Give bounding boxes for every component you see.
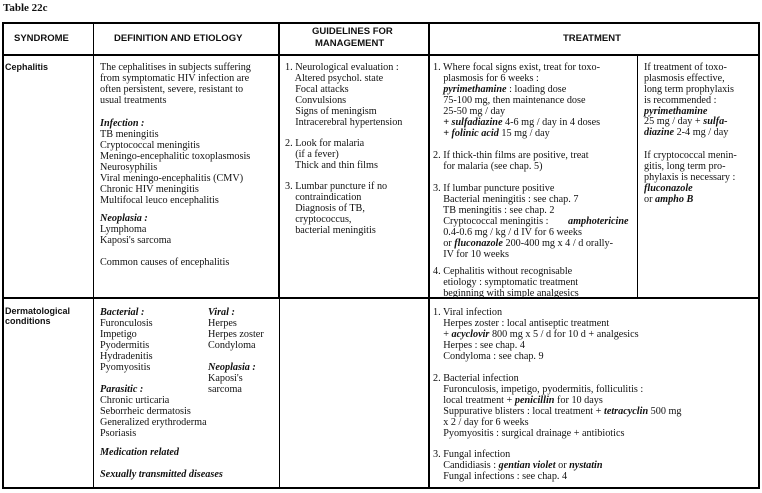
derm-bacterial-list: Furonculosis Impetigo Pyodermitis Hydradenitis Pyomyositis <box>100 318 153 373</box>
drug-acyclovir: acyclovir <box>451 329 490 340</box>
header-guidelines-line2: MANAGEMENT <box>315 38 385 49</box>
derm-treatment-2-tetracyclin-line: Suppurative blisters : local treatment + tetracyclin 500 mg <box>433 406 682 417</box>
cephalitis-treatment-2: 2. If thick-thin films are positive, treat for malaria (see chap. 5) <box>433 150 589 172</box>
cephalitis-treatment-3-head: 3. If lumbar puncture positive Bacterial meningitis : see chap. 7 TB meningitis : see chap. 2 Cryptococcal meningitis : <box>433 183 579 227</box>
drug-nystatin: nystatin <box>569 460 603 471</box>
derm-treatment-1-tail: Herpes : see chap. 4 Condyloma : see chap. 9 <box>443 340 544 362</box>
drug-pyrimethamine-prophylaxis: pyrimethamine <box>644 106 708 117</box>
table-border-left <box>2 22 4 489</box>
drug-tetracyclin: tetracyclin <box>603 406 649 417</box>
cephalitis-infection-list: TB meningitis Cryptococcal meningitis Meningo-encephalitic toxoplasmosis Neurosyphilis Viral meningo-encephalitis (CMV) Chronic HIV meningitis Multifocal leuco encephalitis <box>100 129 251 206</box>
cephalitis-treatment-3-body: 0.4-0.6 mg / kg / d IV for 6 weeks <box>433 227 582 238</box>
cephalitis-treatment-1-head: 1. Where focal signs exist, treat for toxo- plasmosis for 6 weeks : <box>433 62 601 84</box>
cephalitis-neoplasia-list: Lymphoma Kaposi's sarcoma <box>100 224 172 246</box>
derm-treatment-3-head: 3. Fungal infection <box>433 449 511 460</box>
cephalitis-treatment-1-body: 75-100 mg, then maintenance dose 25-50 mg / day <box>443 95 586 117</box>
derm-bacterial-heading: Bacterial : <box>100 307 145 318</box>
derm-viral-heading: Viral : <box>208 307 235 318</box>
table-border-bottom <box>2 487 760 489</box>
row-divider <box>2 297 760 299</box>
cephalitis-prophylaxis-dose-line2: diazine 2-4 mg / day <box>644 127 729 138</box>
header-definition: DEFINITION AND ETIOLOGY <box>114 33 243 44</box>
row-label-dermatological: Dermatological conditions <box>5 306 71 326</box>
derm-parasitic-list: Chronic urticaria Seborrheic dermatosis Generalized erythroderma Psoriasis <box>100 395 207 439</box>
drug-pyrimethamine: pyrimethamine <box>443 84 507 95</box>
derm-treatment-1-acyclovir-line: + acyclovir 800 mg x 5 / d for 10 d + analgesics <box>433 329 639 340</box>
table-border-right <box>758 22 760 489</box>
cephalitis-guideline-2: 2. Look for malaria (if a fever) Thick and thin films <box>285 138 378 171</box>
cephalitis-treatment-3-or-line: or fluconazole 200-400 mg x 4 / d orally- <box>433 238 613 249</box>
col-divider-2 <box>278 22 280 299</box>
cephalitis-neoplasia-heading: Neoplasia : <box>100 213 148 224</box>
table-border-top <box>2 22 760 24</box>
derm-treatment-2-penicillin-line: local treatment + penicillin for 10 days <box>433 395 603 406</box>
cephalitis-prophylaxis-or-line: or ampho B <box>644 194 694 205</box>
derm-treatment-3-tail: Fungal infections : see chap. 4 <box>433 471 568 482</box>
drug-penicillin: penicillin <box>514 395 555 406</box>
derm-treatment-2-tail: x 2 / day for 6 weeks Pyomyositis : surgical drainage + antibiotics <box>443 417 625 439</box>
derm-neoplasia-heading: Neoplasia : <box>208 362 256 373</box>
col-divider-3 <box>428 22 430 489</box>
cephalitis-infection-heading: Infection : <box>100 118 145 129</box>
cephalitis-treatment-3-tail: IV for 10 weeks <box>433 249 509 260</box>
header-divider <box>2 54 760 56</box>
derm-treatment-3-candidiasis-line: Candidiasis : gentian violet or nystatin <box>433 460 603 471</box>
derm-parasitic-heading: Parasitic : <box>100 384 144 395</box>
cephalitis-definition-intro: The cephalitises in subjects suffering from symptomatic HIV infection are often persistent, severe, resistant to usual treatments <box>100 62 251 106</box>
cephalitis-prophylaxis-dose-line: 25 mg / day + sulfa- <box>644 116 728 127</box>
table-title: Table 22c <box>3 2 48 14</box>
drug-amphotericine: amphotericine <box>568 216 629 227</box>
cephalitis-treatment-1-drug3-line: + folinic acid 15 mg / day <box>443 128 550 139</box>
cephalitis-treatment-4: 4. Cephalitis without recognisable etiology : symptomatic treatment beginning with simple analgesics <box>433 266 579 299</box>
drug-fluconazole: fluconazole <box>454 238 503 249</box>
cephalitis-treatment-1-drug-line: pyrimethamine : loading dose <box>443 84 567 95</box>
col-divider-4 <box>637 56 638 297</box>
derm-viral-list: Herpes Herpes zoster Condyloma <box>208 318 264 351</box>
derm-treatment-1-head: 1. Viral infection Herpes zoster : local antiseptic treatment <box>433 307 610 329</box>
cephalitis-guideline-3: 3. Lumbar puncture if no contraindication Diagnosis of TB, cryptococcus, bacterial meningitis <box>285 181 388 236</box>
drug-ampho-b: ampho B <box>655 194 694 205</box>
cephalitis-prophylaxis-toxo: If treatment of toxo- plasmosis effective, long term prophylaxis is recommended : <box>644 62 734 106</box>
cephalitis-prophylaxis-crypto: If cryptococcal menin- gitis, long term pro- phylaxis is necessary : <box>644 150 737 183</box>
cephalitis-common-causes: Common causes of encephalitis <box>100 257 230 268</box>
derm-neoplasia-list: Kaposi's sarcoma <box>208 373 243 395</box>
drug-folinic-acid: + folinic acid <box>443 128 499 139</box>
header-syndrome: SYNDROME <box>14 33 69 44</box>
derm-medication-related: Medication related <box>100 447 179 458</box>
col-divider-2-lower <box>279 297 280 489</box>
drug-sulfadiazine: + sulfadiazine <box>443 117 503 128</box>
drug-fluconazole-prophylaxis: fluconazole <box>644 183 693 194</box>
cephalitis-treatment-1-drug2-line: + sulfadiazine 4-6 mg / day in 4 doses <box>443 117 601 128</box>
derm-treatment-2-head: 2. Bacterial infection Furonculosis, impetigo, pyodermitis, folliculitis : <box>433 373 644 395</box>
derm-sexually-transmitted: Sexually transmitted diseases <box>100 469 223 480</box>
col-divider-1 <box>93 22 94 489</box>
header-guidelines-line1: GUIDELINES FOR <box>312 26 393 37</box>
header-treatment: TREATMENT <box>563 33 621 44</box>
drug-gentian-violet: gentian violet <box>498 460 556 471</box>
row-label-cephalitis: Cephalitis <box>5 62 49 72</box>
drug-sulfadiazine-prophylaxis: sulfa- <box>703 116 728 127</box>
cephalitis-guideline-1: 1. Neurological evaluation : Altered psychol. state Focal attacks Convulsions Signs of meningism Intracerebral hypertension <box>285 62 403 128</box>
